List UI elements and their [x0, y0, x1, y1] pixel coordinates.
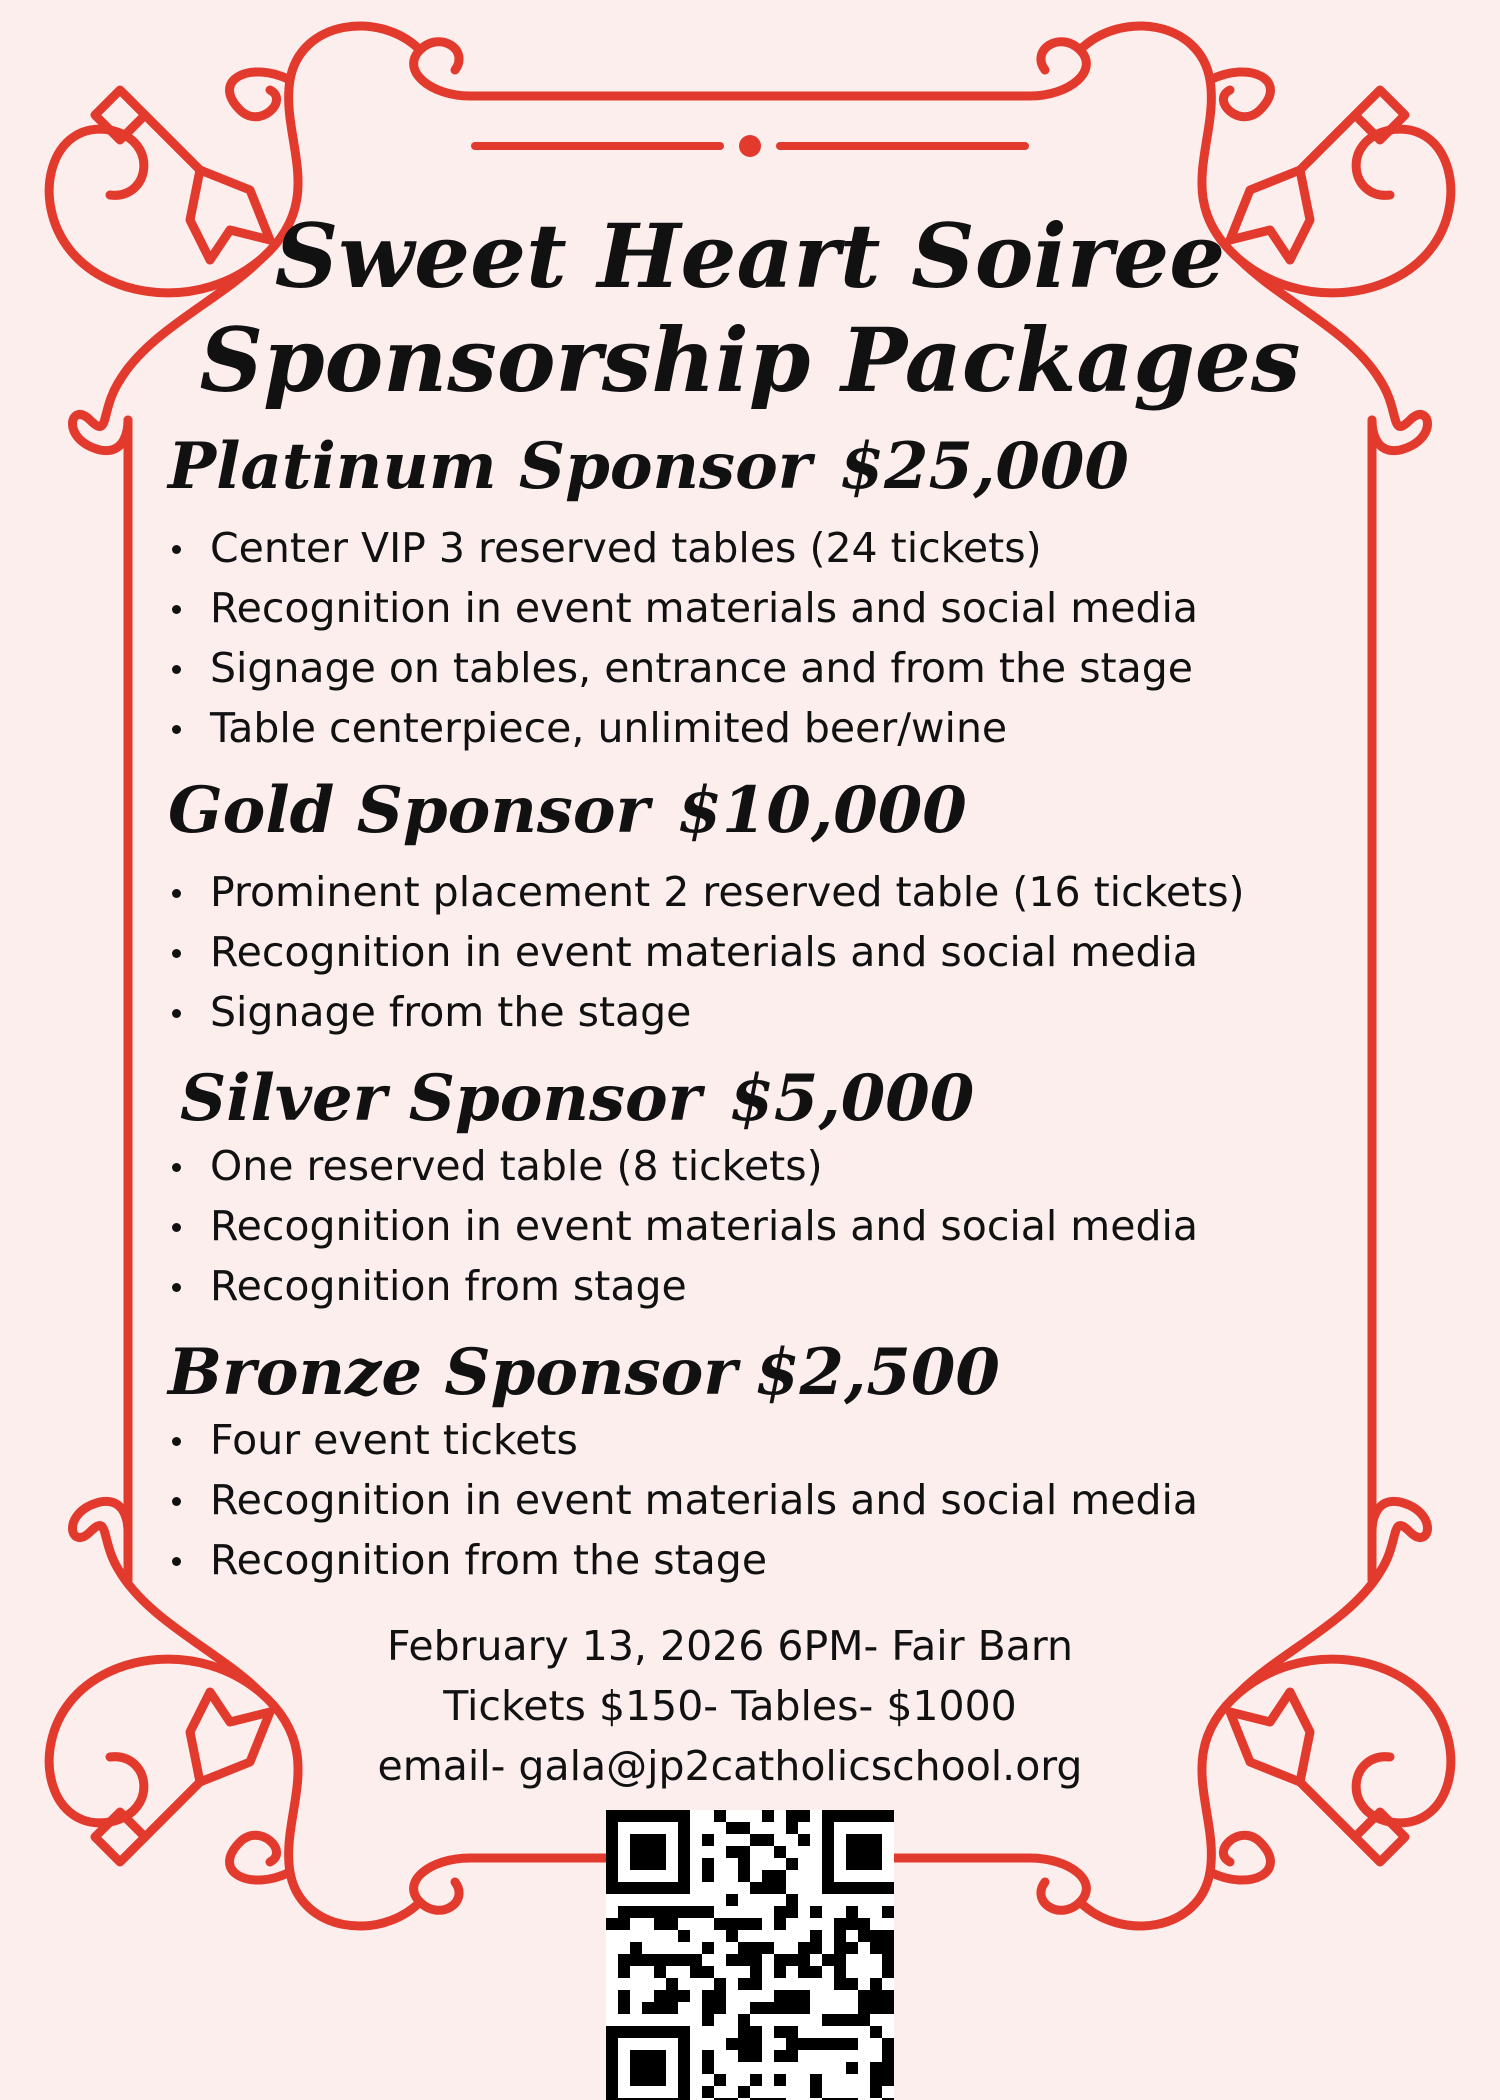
benefit-item: Recognition in event materials and social media	[168, 578, 1198, 638]
package-price: $10,000	[677, 773, 967, 848]
benefit-item: Recognition in event materials and social media	[168, 922, 1245, 982]
benefit-item: Recognition in event materials and social media	[168, 1196, 1198, 1256]
page-title-line-1: Sweet Heart Soiree	[274, 204, 1226, 308]
package-name: Platinum Sponsor	[168, 429, 812, 504]
contact-email[interactable]: email- gala@jp2catholicschool.org	[377, 1742, 1083, 1790]
benefit-item: Recognition in event materials and social media	[168, 1470, 1198, 1530]
package-benefits-silver	[168, 1136, 1198, 1316]
benefit-item: One reserved table (8 tickets)	[168, 1136, 1198, 1196]
package-benefits-bronze	[168, 1410, 1198, 1590]
package-benefits-platinum	[168, 518, 1198, 758]
benefit-item: Recognition from the stage	[168, 1530, 1198, 1590]
event-info	[0, 1616, 1460, 1796]
package-benefits-gold	[168, 862, 1245, 1042]
benefit-item: Recognition from stage	[168, 1256, 1198, 1316]
package-name: Gold Sponsor	[168, 773, 650, 848]
benefit-item: Center VIP 3 reserved tables (24 tickets)	[168, 518, 1198, 578]
frame-top-dot	[739, 135, 761, 157]
package-heading-silver	[180, 1060, 974, 1138]
benefit-item: Four event tickets	[168, 1410, 1198, 1470]
package-heading-gold	[168, 772, 967, 850]
package-price: $25,000	[839, 429, 1129, 504]
page-title-line-2: Sponsorship Packages	[199, 308, 1301, 412]
benefit-item: Table centerpiece, unlimited beer/wine	[168, 698, 1198, 758]
benefit-item: Prominent placement 2 reserved table (16 tickets)	[168, 862, 1245, 922]
event-date: February 13, 2026 6PM- Fair Barn	[387, 1622, 1073, 1670]
package-name: Silver Sponsor	[180, 1061, 702, 1136]
benefit-item: Signage on tables, entrance and from the stage	[168, 638, 1198, 698]
package-heading-bronze	[168, 1334, 1000, 1412]
ticket-prices: Tickets $150- Tables- $1000	[443, 1682, 1017, 1730]
qr-code-icon[interactable]	[606, 1810, 894, 2100]
package-name: Bronze Sponsor	[168, 1335, 737, 1410]
benefit-item: Signage from the stage	[168, 982, 1245, 1042]
package-price: $5,000	[729, 1061, 975, 1136]
package-heading-platinum	[168, 428, 1129, 506]
package-price: $2,500	[755, 1335, 1000, 1410]
